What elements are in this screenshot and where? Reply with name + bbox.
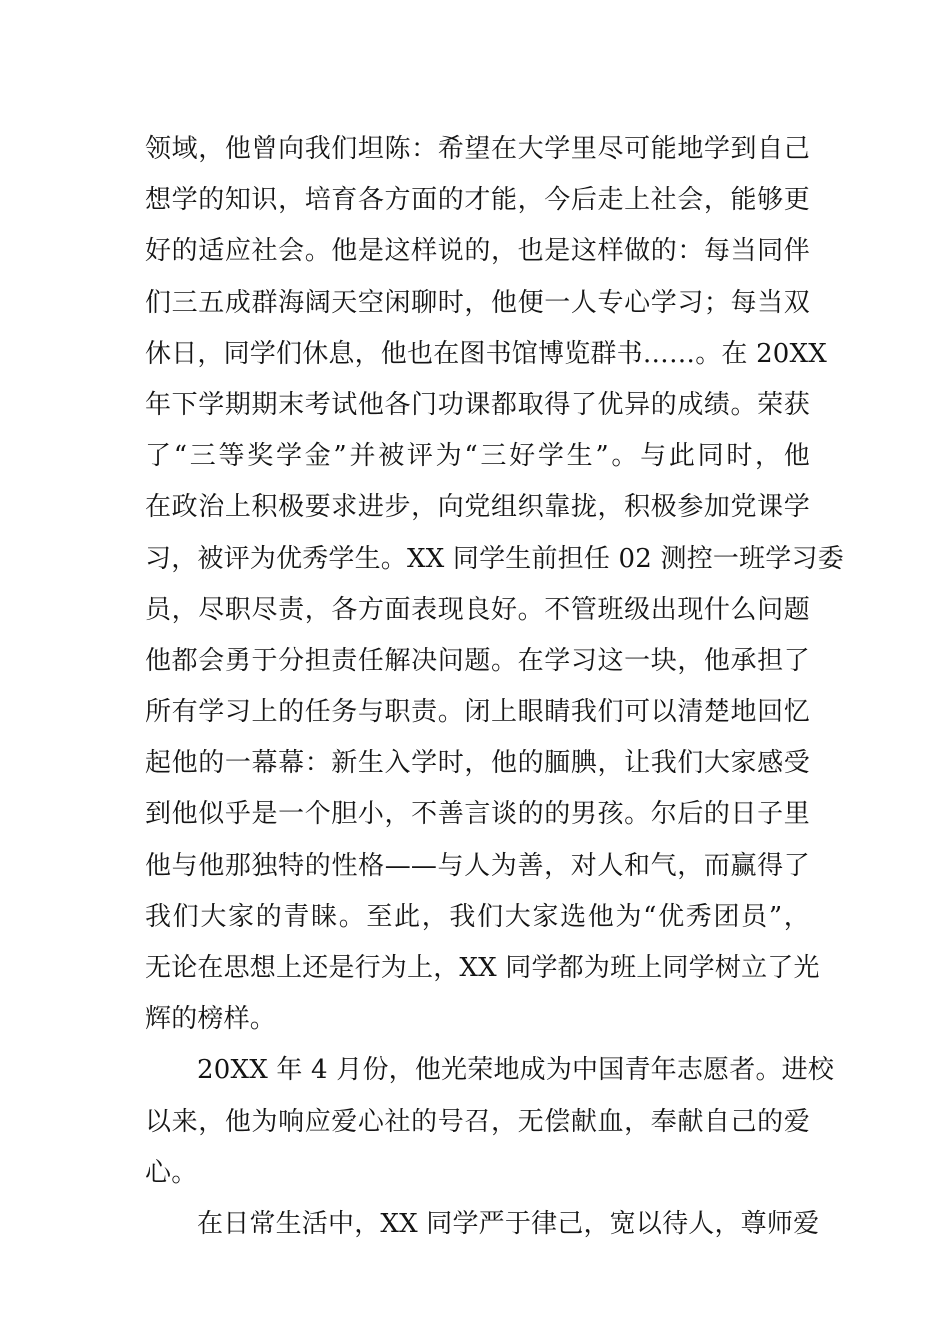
paragraph-1-line-7: 了“三等奖学金”并被评为“三好学生”。与此同时，他	[145, 441, 810, 472]
paragraph-1-line-10: 员，尽职尽责，各方面表现良好。不管班级出现什么问题	[145, 594, 810, 625]
paragraph-2-line-2: 以来，他为响应爱心社的号召，无偿献血，奉献自己的爱	[145, 1106, 810, 1137]
paragraph-1-line-12: 所有学习上的任务与职责。闭上眼睛我们可以清楚地回忆	[145, 697, 810, 728]
paragraph-1-line-13: 起他的一幕幕：新生入学时，他的腼腆，让我们大家感受	[145, 748, 810, 779]
paragraph-1-line-1: 领域，他曾向我们坦陈：希望在大学里尽可能地学到自己	[145, 134, 810, 164]
paragraph-1-line-8: 在政治上积极要求进步，向党组织靠拢，积极参加党课学	[145, 492, 810, 523]
paragraph-1-line-11: 他都会勇于分担责任解决问题。在学习这一块，他承担了	[145, 645, 810, 676]
paragraph-3-line-1: 在日常生活中，XX 同学严于律己，宽以待人，尊师爱	[197, 1208, 820, 1239]
paragraph-1-line-14: 到他似乎是一个胆小，不善言谈的的男孩。尔后的日子里	[145, 799, 810, 830]
paragraph-1-line-2: 想学的知识，培育各方面的才能，今后走上社会，能够更	[145, 185, 810, 216]
paragraph-2-line-1: 20XX 年 4 月份，他光荣地成为中国青年志愿者。进校	[197, 1055, 835, 1086]
paragraph-1-line-6: 年下学期期末考试他各门功课都取得了优异的成绩。荣获	[145, 389, 810, 420]
paragraph-1-line-3: 好的适应社会。他是这样说的，也是这样做的：每当同伴	[145, 236, 810, 267]
document-body	[145, 124, 844, 1250]
paragraph-1-line-9: 习，被评为优秀学生。XX 同学生前担任 02 测控一班学习委	[145, 543, 844, 574]
paragraph-1-line-4: 们三五成群海阔天空闲聊时，他便一人专心学习；每当双	[145, 287, 810, 318]
paragraph-1-line-18: 辉的榜样。	[145, 1004, 277, 1035]
paragraph-1-line-17: 无论在思想上还是行为上，XX 同学都为班上同学树立了光	[145, 953, 820, 983]
paragraph-1-line-5: 休日，同学们休息，他也在图书馆博览群书……。在 20XX	[145, 338, 827, 369]
paragraph-1-line-15: 他与他那独特的性格——与人为善，对人和气，而赢得了	[145, 850, 810, 881]
paragraph-1-line-16: 我们大家的青睐。至此，我们大家选他为“优秀团员”，	[145, 901, 810, 932]
paragraph-2-line-3: 心。	[145, 1157, 198, 1188]
